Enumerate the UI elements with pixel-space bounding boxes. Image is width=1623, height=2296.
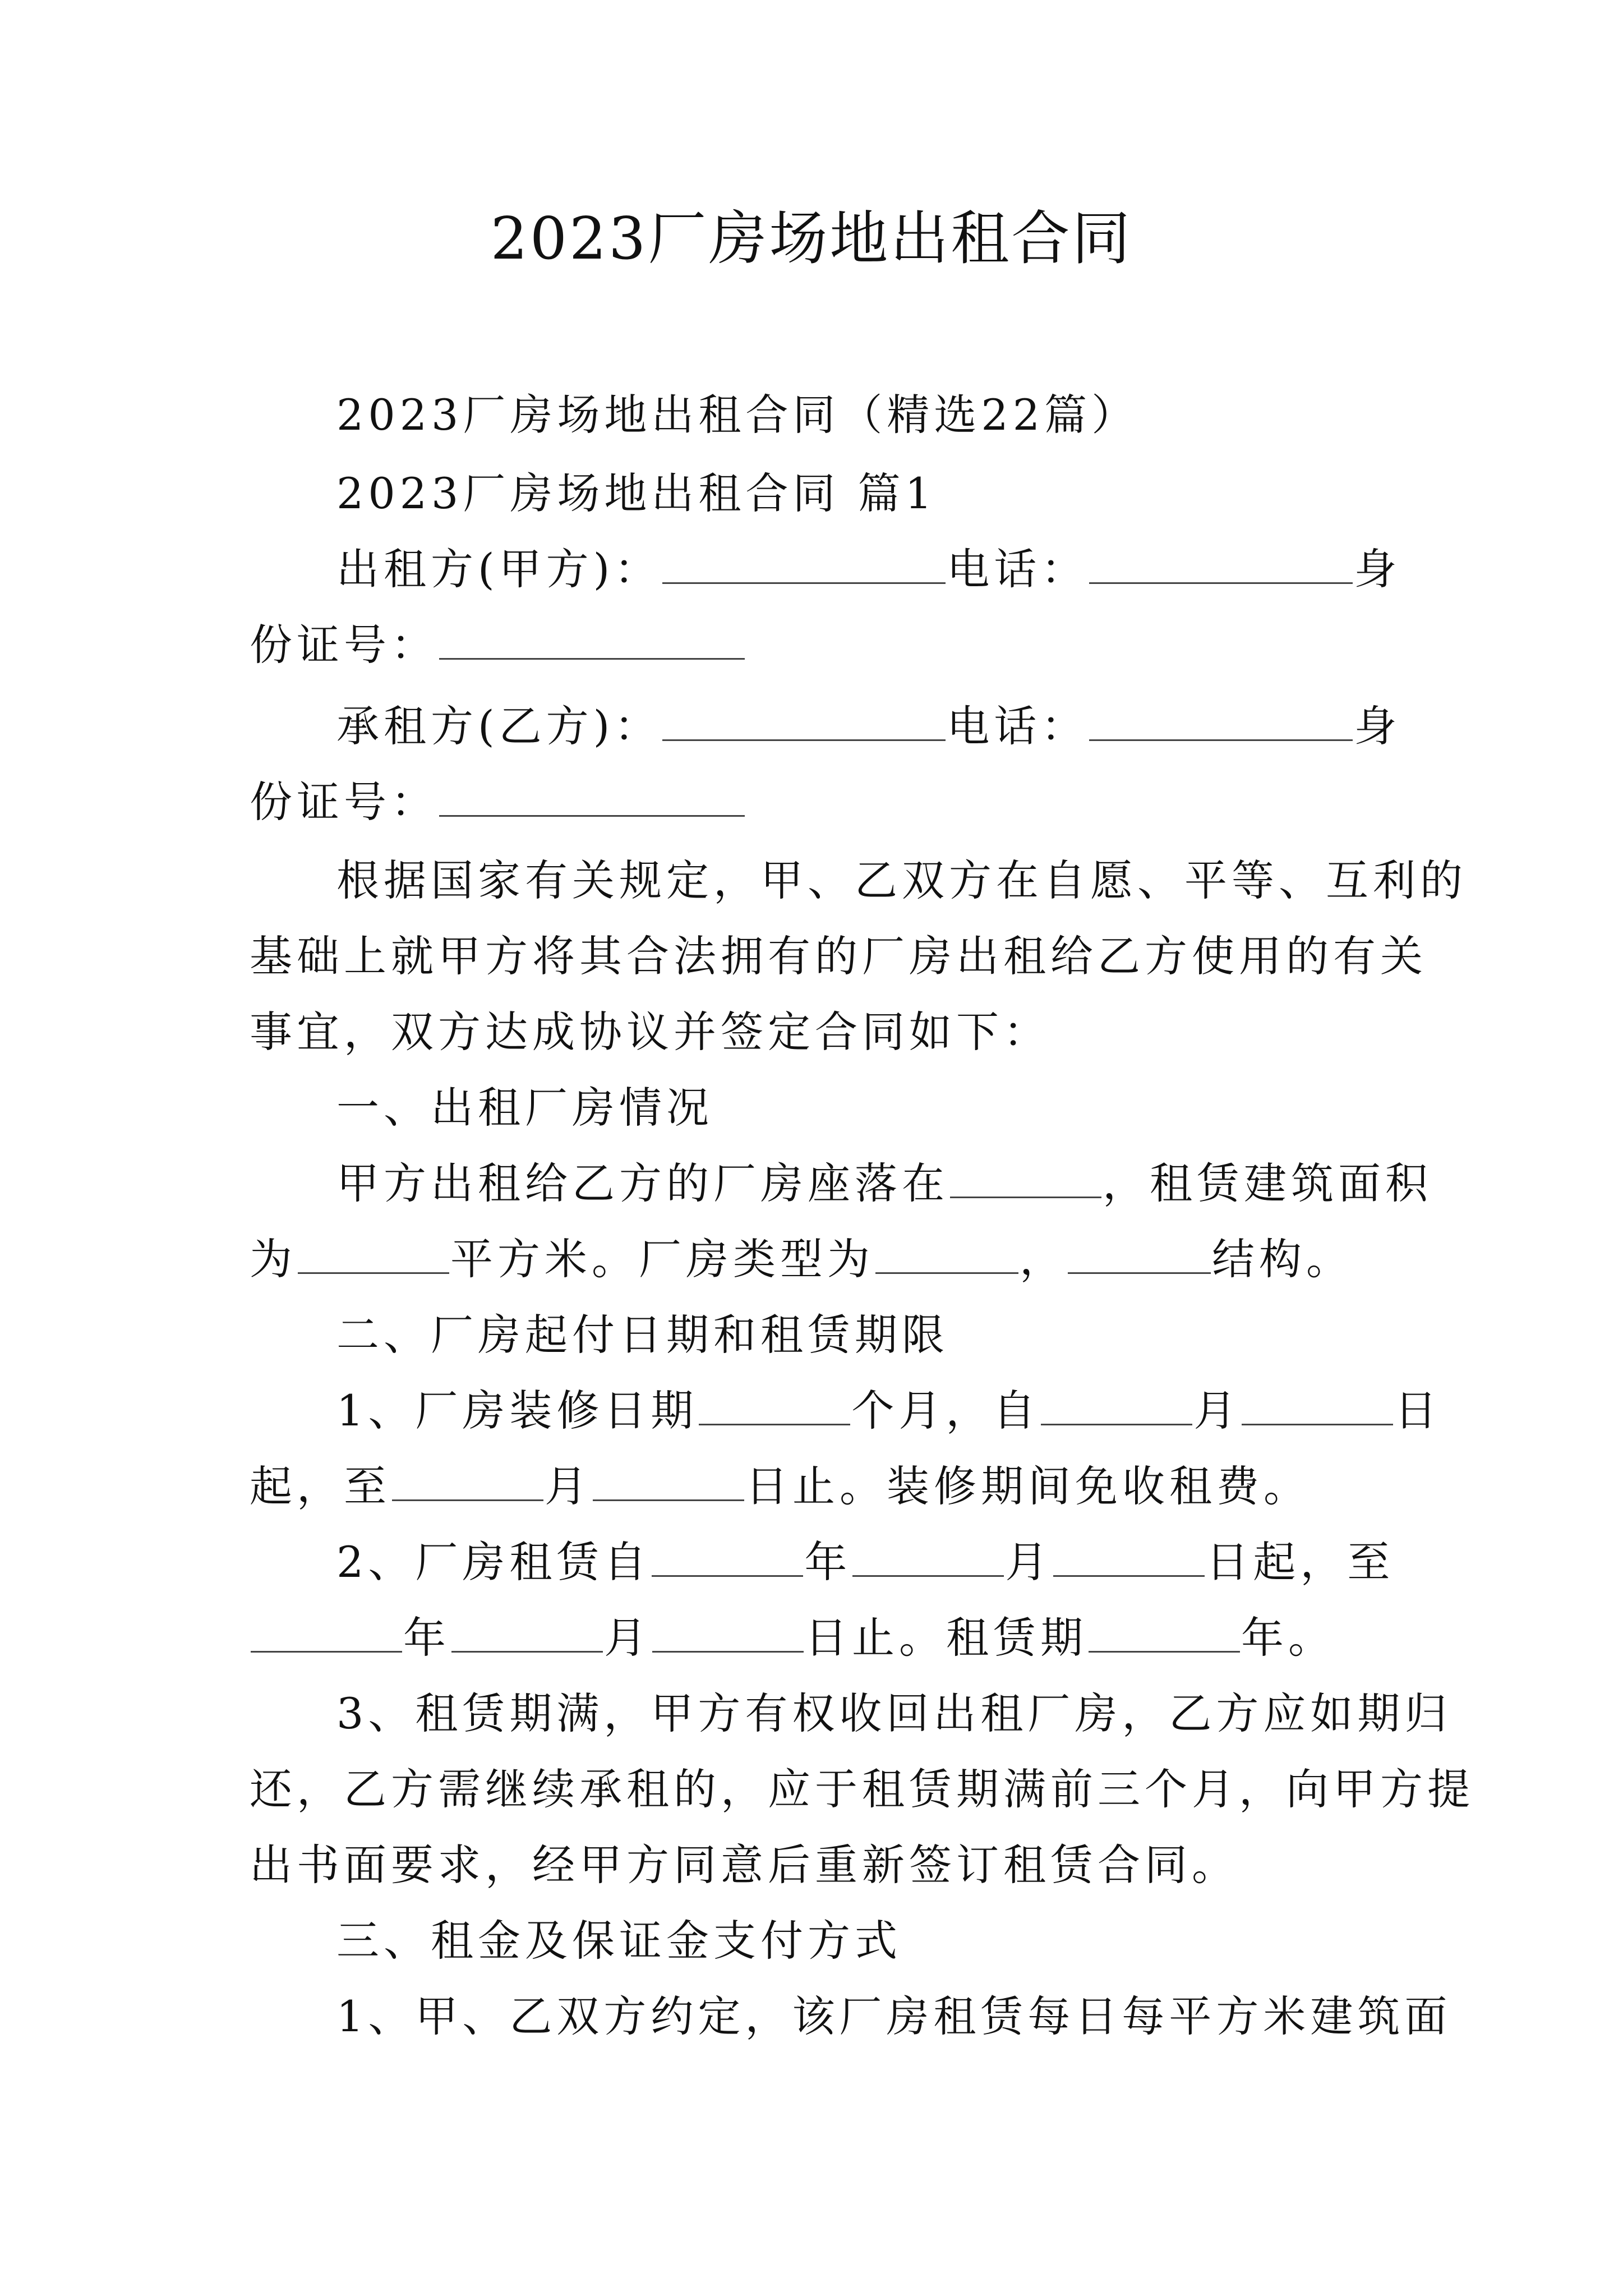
section2-heading: 二、厂房起付日期和租赁期限 <box>336 1310 949 1360</box>
lessor-line <box>250 541 1469 597</box>
document-title: 2023厂房场地出租合同 <box>490 204 1133 273</box>
factory-type-blank <box>875 1234 1018 1274</box>
section2-text: 月 <box>1193 1386 1241 1435</box>
lessor-phone-blank <box>1089 544 1353 584</box>
lessor-id-tail: 身 <box>1354 544 1401 594</box>
section1-text: ，租赁建筑面积 <box>1103 1158 1432 1208</box>
section1-line-2 <box>250 1231 1382 1287</box>
renovation-start-day-blank <box>1242 1386 1393 1425</box>
renovation-end-day-blank <box>593 1461 744 1501</box>
section2-text: 年 <box>403 1613 450 1663</box>
section2-text: 起，至 <box>250 1461 391 1511</box>
preamble-line-2: 基础上就甲方将其合法拥有的厂房出租给乙方使用的有关 <box>250 931 1427 981</box>
lessee-id-label: 份证号： <box>250 777 438 827</box>
section2-clause3-line-3: 出书面要求，经甲方同意后重新签订租赁合同。 <box>250 1840 1239 1890</box>
renovation-months-blank <box>699 1386 850 1425</box>
lessee-phone-blank <box>1089 701 1353 741</box>
preamble-line-3: 事宜，双方达成协议并签定合同如下： <box>250 1007 1050 1057</box>
lease-end-year-blank <box>251 1613 402 1653</box>
section2-text: 1、厂房装修日期 <box>336 1386 698 1435</box>
lessee-id-line <box>250 774 1382 830</box>
lease-end-day-blank <box>652 1613 804 1653</box>
lessor-phone-label: 电话： <box>947 544 1089 594</box>
section2-text: 月 <box>545 1461 592 1511</box>
section2-clause2-line-1 <box>250 1534 1469 1590</box>
section2-text: 年 <box>804 1537 852 1587</box>
renovation-end-month-blank <box>392 1461 543 1501</box>
lease-end-month-blank <box>451 1613 603 1653</box>
lessee-label: 承租方(乙方)： <box>336 701 662 751</box>
section2-clause1-line-1 <box>250 1383 1469 1439</box>
lessor-name-blank <box>662 544 946 584</box>
section2-text: 2、厂房租赁自 <box>336 1537 651 1587</box>
section-heading: 2023厂房场地出租合同 篇1 <box>336 468 937 518</box>
document-subtitle: 2023厂房场地出租合同（精选22篇） <box>336 390 1139 440</box>
section2-clause3-line-1: 3、租赁期满，甲方有权收回出租厂房，乙方应如期归 <box>336 1688 1452 1738</box>
location-blank <box>950 1158 1101 1198</box>
section2-text: 年。 <box>1241 1613 1335 1663</box>
lease-start-month-blank <box>852 1537 1004 1577</box>
section2-text: 日 <box>1394 1386 1442 1435</box>
section1-text: 甲方出租给乙方的厂房座落在 <box>336 1158 949 1208</box>
lessee-id-blank <box>439 777 745 817</box>
lease-start-day-blank <box>1053 1537 1205 1577</box>
section2-text: 月 <box>1005 1537 1053 1587</box>
lessee-line <box>250 698 1469 754</box>
lease-start-year-blank <box>652 1537 803 1577</box>
section1-text: ， <box>1020 1234 1067 1284</box>
area-blank <box>298 1234 449 1274</box>
renovation-start-month-blank <box>1041 1386 1192 1425</box>
section2-clause1-line-2 <box>250 1458 1382 1515</box>
section3-heading: 三、租金及保证金支付方式 <box>336 1916 902 1966</box>
section2-clause3-line-2: 还，乙方需继续承租的，应于租赁期满前三个月，向甲方提 <box>250 1764 1474 1814</box>
section1-line-1 <box>250 1156 1469 1212</box>
lessor-label: 出租方(甲方)： <box>336 544 662 594</box>
lessor-id-blank <box>439 620 745 660</box>
section2-text: 日起，至 <box>1206 1537 1395 1587</box>
section2-text: 日止。租赁期 <box>805 1613 1087 1663</box>
section3-clause1-line-1: 1、甲、乙双方约定，该厂房租赁每日每平方米建筑面 <box>336 1991 1452 2041</box>
structure-blank <box>1068 1234 1211 1274</box>
preamble-line-1: 根据国家有关规定，甲、乙双方在自愿、平等、互利的 <box>336 855 1467 905</box>
section2-text: 月 <box>604 1613 651 1663</box>
lessor-id-label: 份证号： <box>250 620 438 670</box>
section1-text: 为 <box>250 1234 297 1284</box>
section2-clause2-line-2 <box>250 1610 1382 1666</box>
lessee-name-blank <box>662 701 946 741</box>
lessee-phone-label: 电话： <box>947 701 1089 751</box>
section1-heading: 一、出租厂房情况 <box>336 1083 713 1133</box>
lease-term-years-blank <box>1089 1613 1240 1653</box>
section1-text: 平方米。厂房类型为 <box>450 1234 874 1284</box>
lessor-id-line <box>250 617 1382 673</box>
section2-text: 日止。装修期间免收租费。 <box>745 1461 1311 1511</box>
section1-text: 结构。 <box>1212 1234 1353 1284</box>
lessee-id-tail: 身 <box>1354 701 1401 751</box>
section2-text: 个月，自 <box>851 1386 1040 1435</box>
